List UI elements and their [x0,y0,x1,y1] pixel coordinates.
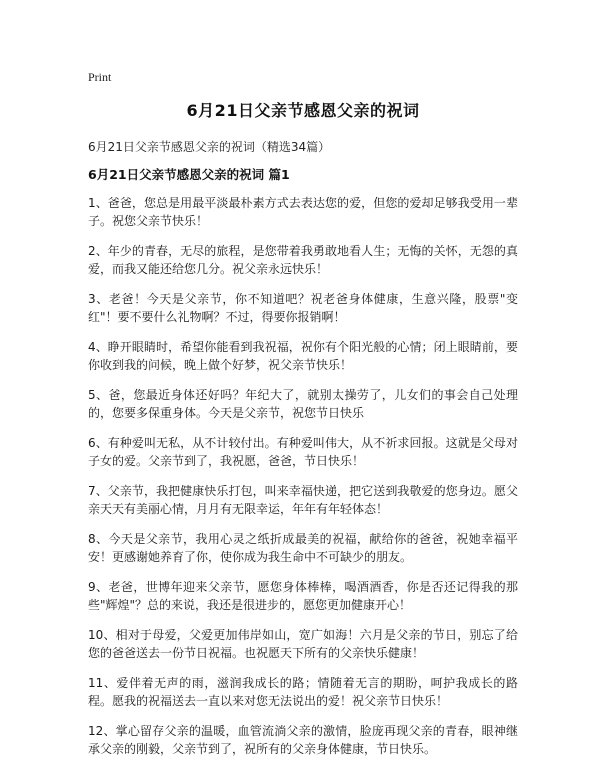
paragraph-6: 6、有种爱叫无私，从不计较付出。有种爱叫伟大，从不祈求回报。这就是父母对子女的爱。父亲节到了，我祝愿，爸爸，节日快乐！ [88,436,518,468]
paragraph-3: 3、老爸！今天是父亲节，你不知道吧？祝老爸身体健康，生意兴隆，股票"变红"！要不要什么礼物啊？不过，得要你报销啊！ [88,292,518,324]
paragraph-5: 5、爸，您最近身体还好吗？年纪大了，就别太操劳了，儿女们的事会自己处理的，您要多保重身体。今天是父亲节，祝您节日快乐 [88,388,518,420]
paragraph-12: 12、掌心留存父亲的温暖，血管流淌父亲的激情，脸庞再现父亲的青春，眼神继承父亲的刚毅，父亲节到了，祝所有的父亲身体健康，节日快乐。 [88,724,518,756]
paragraph-2: 2、年少的青春，无尽的旅程，是您带着我勇敢地看人生；无悔的关怀，无怨的真爱，而我又能还给您几分。祝父亲永远快乐！ [88,244,518,276]
paragraph-4: 4、睁开眼睛时，希望你能看到我祝福，祝你有个阳光般的心情；闭上眼睛前，要你收到我的问候，晚上做个好梦，祝父亲节快乐！ [88,340,518,372]
paragraph-1: 1、爸爸，您总是用最平淡最朴素方式去表达您的爱，但您的爱却足够我受用一辈子。祝您父亲节快乐！ [88,196,518,228]
print-link[interactable]: Print [88,70,112,84]
paragraph-10: 10、相对于母爱，父爱更加伟岸如山，宽广如海！六月是父亲的节日，别忘了给您的爸爸送去一份节日祝福。也祝愿天下所有的父亲快乐健康！ [88,628,518,660]
paragraph-9: 9、老爸，世博年迎来父亲节，愿您身体棒棒，喝酒酒香，你是否还记得我的那些"辉煌"？总的来说，我还是很进步的，愿您更加健康开心！ [88,580,518,612]
document-page [88,70,518,770]
paragraph-8: 8、今天是父亲节，我用心灵之纸折成最美的祝福，献给你的爸爸，祝她幸福平安！更感谢她养育了你，使你成为我生命中不可缺少的朋友。 [88,532,518,564]
subtitle: 6月21日父亲节感恩父亲的祝词（精选34篇） [88,140,331,154]
paragraph-11: 11、爱伴着无声的雨，滋润我成长的路；情随着无言的期盼，呵护我成长的路程。愿我的祝福送去一直以来对您无法说出的爱！祝父亲节日快乐！ [88,676,518,708]
paragraph-7: 7、父亲节，我把健康快乐打包，叫来幸福快递，把它送到我敬爱的您身边。愿父亲天天有美丽心情，月月有无限幸运，年年有年轻体态！ [88,484,518,516]
section-heading: 6月21日父亲节感恩父亲的祝词 篇1 [88,167,290,182]
page-title: 6月21日父亲节感恩父亲的祝词 [186,101,420,120]
